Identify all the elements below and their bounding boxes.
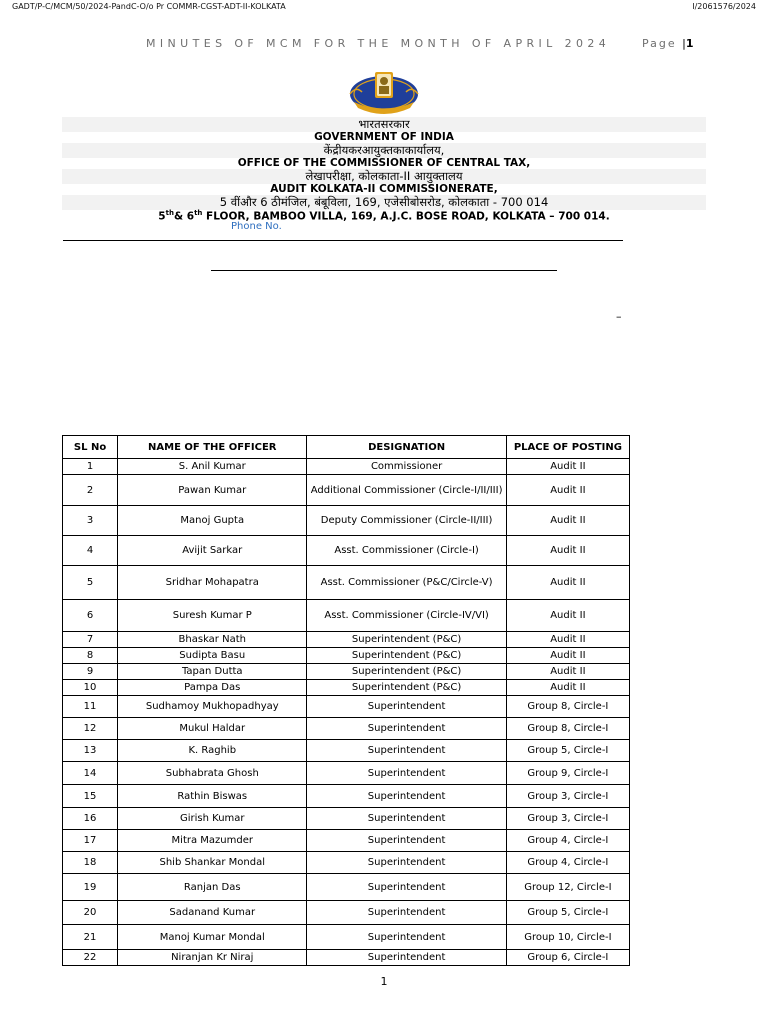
cell-sl: 17 <box>63 830 118 852</box>
table-row <box>63 648 630 664</box>
cell-designation: Asst. Commissioner (Circle-IV/VI) <box>307 600 506 632</box>
document-reference-bar <box>12 2 756 14</box>
address-floor-5-sup: th <box>165 209 174 217</box>
cell-sl: 22 <box>63 950 118 966</box>
cell-posting: Audit II <box>506 664 629 680</box>
table-row <box>63 459 630 475</box>
cell-sl: 8 <box>63 648 118 664</box>
address-amp: & 6 <box>173 210 195 223</box>
column-header-name: NAME OF THE OFFICER <box>118 436 307 459</box>
cell-officer-name: Ranjan Das <box>118 874 307 901</box>
address-floor-6-sup: th <box>194 209 203 217</box>
table-row <box>63 950 630 966</box>
page-word: Page <box>642 37 677 50</box>
column-header-sl: SL No <box>63 436 118 459</box>
cell-officer-name: Mukul Haldar <box>118 718 307 740</box>
cell-posting: Audit II <box>506 680 629 696</box>
cell-officer-name: S. Anil Kumar <box>118 459 307 475</box>
cell-sl: 15 <box>63 785 118 808</box>
cell-designation: Deputy Commissioner (Circle-II/III) <box>307 506 506 536</box>
cell-designation: Superintendent <box>307 830 506 852</box>
cell-sl: 12 <box>63 718 118 740</box>
cell-posting: Group 3, Circle-I <box>506 808 629 830</box>
cell-posting: Audit II <box>506 632 629 648</box>
table-row <box>63 475 630 506</box>
cell-designation: Superintendent <box>307 762 506 785</box>
table-row <box>63 901 630 925</box>
cell-sl: 7 <box>63 632 118 648</box>
cell-designation: Asst. Commissioner (Circle-I) <box>307 536 506 566</box>
cell-officer-name: Sadanand Kumar <box>118 901 307 925</box>
table-body <box>63 459 630 966</box>
cell-posting: Group 5, Circle-I <box>506 901 629 925</box>
table-row <box>63 740 630 762</box>
audit-name: AUDIT KOLKATA-II COMMISSIONERATE, <box>270 183 498 195</box>
cell-sl: 4 <box>63 536 118 566</box>
cell-officer-name: Girish Kumar <box>118 808 307 830</box>
page-separator: | <box>682 37 686 50</box>
table-row <box>63 696 630 718</box>
column-header-designation: DESIGNATION <box>307 436 506 459</box>
office-name-hindi: केंद्रीयकरआयुक्तकाकार्यालय, <box>323 143 445 157</box>
table-row <box>63 680 630 696</box>
cell-designation: Superintendent (P&C) <box>307 632 506 648</box>
officers-table <box>62 435 630 966</box>
national-emblem-logo <box>348 66 420 114</box>
document-id: I/2061576/2024 <box>692 2 756 11</box>
cell-sl: 14 <box>63 762 118 785</box>
cell-officer-name: Subhabrata Ghosh <box>118 762 307 785</box>
table-row <box>63 632 630 648</box>
cell-officer-name: Sudhamoy Mukhopadhyay <box>118 696 307 718</box>
cell-sl: 5 <box>63 566 118 600</box>
cell-posting: Group 6, Circle-I <box>506 950 629 966</box>
divider-line <box>211 270 557 271</box>
cell-posting: Audit II <box>506 648 629 664</box>
cell-sl: 3 <box>63 506 118 536</box>
cell-designation: Commissioner <box>307 459 506 475</box>
cell-officer-name: Rathin Biswas <box>118 785 307 808</box>
cell-officer-name: Mitra Mazumder <box>118 830 307 852</box>
document-reference: GADT/P-C/MCM/50/2024-PandC-O/o Pr COMMR-CGST-ADT-II-KOLKATA <box>12 2 286 11</box>
table-row <box>63 808 630 830</box>
address-hindi: 5 वींऔर 6 ठीमंजिल, बंबूविला, 169, एजेसीबोसरोड, कोलकाता - 700 014 <box>219 195 549 209</box>
cell-sl: 16 <box>63 808 118 830</box>
cell-officer-name: Sridhar Mohapatra <box>118 566 307 600</box>
cell-designation: Superintendent (P&C) <box>307 680 506 696</box>
cell-posting: Group 4, Circle-I <box>506 830 629 852</box>
cell-sl: 18 <box>63 852 118 874</box>
cell-officer-name: Shib Shankar Mondal <box>118 852 307 874</box>
cell-posting: Audit II <box>506 459 629 475</box>
cell-sl: 20 <box>63 901 118 925</box>
address-rest: FLOOR, BAMBOO VILLA, 169, A.J.C. BOSE ROAD, KOLKATA – 700 014. <box>202 210 610 223</box>
table-row <box>63 925 630 950</box>
cell-designation: Superintendent <box>307 925 506 950</box>
cell-designation: Superintendent <box>307 950 506 966</box>
cell-sl: 21 <box>63 925 118 950</box>
cell-posting: Group 8, Circle-I <box>506 718 629 740</box>
cell-posting: Audit II <box>506 536 629 566</box>
table-row <box>63 664 630 680</box>
cell-officer-name: Bhaskar Nath <box>118 632 307 648</box>
cell-sl: 1 <box>63 459 118 475</box>
table-row <box>63 566 630 600</box>
cell-posting: Group 3, Circle-I <box>506 785 629 808</box>
cell-sl: 13 <box>63 740 118 762</box>
cell-designation: Superintendent <box>307 874 506 901</box>
govt-name: GOVERNMENT OF INDIA <box>314 131 454 143</box>
table-row <box>63 785 630 808</box>
cell-sl: 2 <box>63 475 118 506</box>
cell-posting: Audit II <box>506 600 629 632</box>
footer-page-number: 1 <box>380 975 388 988</box>
table-row <box>63 762 630 785</box>
cell-sl: 11 <box>63 696 118 718</box>
divider-line <box>63 240 623 241</box>
audit-name-hindi: लेखापरीक्षा, कोलकाता-II आयुक्तालय <box>305 169 463 183</box>
cell-designation: Superintendent <box>307 740 506 762</box>
cell-posting: Group 4, Circle-I <box>506 852 629 874</box>
cell-officer-name: Manoj Kumar Mondal <box>118 925 307 950</box>
cell-designation: Superintendent (P&C) <box>307 664 506 680</box>
address-english <box>62 209 706 223</box>
cell-posting: Group 12, Circle-I <box>506 874 629 901</box>
cell-posting: Group 10, Circle-I <box>506 925 629 950</box>
page-number: 1 <box>685 37 694 50</box>
cell-officer-name: Tapan Dutta <box>118 664 307 680</box>
cell-officer-name: Niranjan Kr Niraj <box>118 950 307 966</box>
office-name: OFFICE OF THE COMMISSIONER OF CENTRAL TAX, <box>237 157 531 169</box>
cell-sl: 19 <box>63 874 118 901</box>
cell-posting: Group 5, Circle-I <box>506 740 629 762</box>
cell-officer-name: Avijit Sarkar <box>118 536 307 566</box>
cell-sl: 10 <box>63 680 118 696</box>
cell-officer-name: Pampa Das <box>118 680 307 696</box>
cell-designation: Asst. Commissioner (P&C/Circle-V) <box>307 566 506 600</box>
cell-designation: Additional Commissioner (Circle-I/II/III) <box>307 475 506 506</box>
table-row <box>63 718 630 740</box>
dash-mark: – <box>616 310 622 323</box>
column-header-posting: PLACE OF POSTING <box>506 436 629 459</box>
cell-posting: Audit II <box>506 475 629 506</box>
cell-officer-name: Sudipta Basu <box>118 648 307 664</box>
table-row <box>63 830 630 852</box>
cell-sl: 6 <box>63 600 118 632</box>
cell-designation: Superintendent <box>307 808 506 830</box>
cell-designation: Superintendent <box>307 901 506 925</box>
cell-designation: Superintendent <box>307 696 506 718</box>
cell-officer-name: Pawan Kumar <box>118 475 307 506</box>
table-row <box>63 600 630 632</box>
phone-label: Phone No. <box>231 221 282 232</box>
cell-designation: Superintendent <box>307 718 506 740</box>
address-floor-5: 5 <box>158 210 166 223</box>
table-header-row <box>63 436 630 459</box>
govt-name-hindi: भारतसरकार <box>358 117 410 131</box>
cell-posting: Audit II <box>506 506 629 536</box>
cell-designation: Superintendent <box>307 785 506 808</box>
cell-posting: Audit II <box>506 566 629 600</box>
table-row <box>63 536 630 566</box>
minutes-title: MINUTES OF MCM FOR THE MONTH OF APRIL 2024 <box>146 37 611 50</box>
table-row <box>63 874 630 901</box>
cell-officer-name: Manoj Gupta <box>118 506 307 536</box>
cell-officer-name: Suresh Kumar P <box>118 600 307 632</box>
cell-officer-name: K. Raghib <box>118 740 307 762</box>
cell-posting: Group 8, Circle-I <box>506 696 629 718</box>
cell-posting: Group 9, Circle-I <box>506 762 629 785</box>
cell-designation: Superintendent <box>307 852 506 874</box>
cell-designation: Superintendent (P&C) <box>307 648 506 664</box>
cell-sl: 9 <box>63 664 118 680</box>
table-row <box>63 852 630 874</box>
page-label <box>642 37 694 50</box>
table-row <box>63 506 630 536</box>
